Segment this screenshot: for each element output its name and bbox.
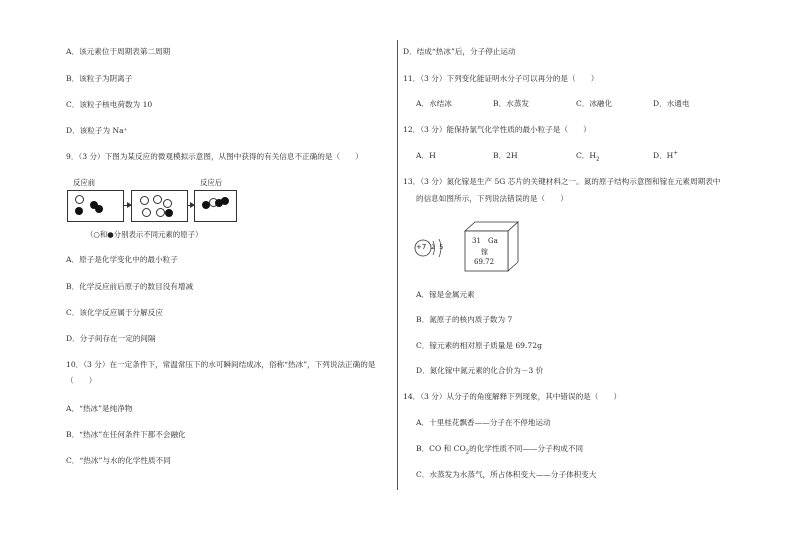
q12-option-d: D．H+: [653, 150, 678, 160]
q11-option-d: D．水通电: [653, 99, 690, 108]
black-atom: [165, 209, 173, 217]
q9-option-b: B．化学反应前后原子的数目没有增减: [66, 282, 194, 291]
middle-box: [131, 190, 188, 222]
q11-option-b: B．水蒸发: [493, 99, 529, 108]
q9-option-a: A．原子是化学变化中的最小粒子: [66, 255, 178, 264]
before-label: 反应前: [73, 178, 96, 187]
white-atom: [153, 195, 162, 204]
column-divider: [397, 40, 398, 490]
q12-option-c: C．$H_2$: [576, 151, 600, 163]
q10-paren: （ ）: [66, 376, 97, 385]
q8-option-a: A．该元素位于周期表第二周期: [66, 47, 171, 56]
q10-option-d: D．结成“热冰”后，分子停止运动: [403, 47, 516, 56]
before-box: [67, 190, 124, 222]
q8-option-c: C．该粒子核电荷数为 10: [66, 100, 153, 109]
white-atom: [163, 199, 172, 208]
subscript: 2: [465, 449, 470, 456]
atomic-number: 31: [472, 237, 481, 245]
q10-stem: 10．（3 分）在一定条件下，常温常压下的水可瞬间结成冰，俗称“热冰”，下列说法正确的是: [66, 360, 376, 369]
electron-shells: 2 5: [431, 243, 445, 251]
q11-option-c: C．冰融化: [576, 99, 613, 108]
q13-stem-line2: 的信息如图所示，下列说法错误的是（ ）: [416, 194, 568, 203]
q10-option-b: B．“热冰”在任何条件下都不会融化: [66, 430, 186, 439]
element-symbol: Ga: [488, 237, 498, 245]
white-atom: [140, 196, 149, 205]
q12-stem: 12．（3 分）能保持氯气化学性质的最小粒子是（ ）: [403, 125, 591, 134]
q13-stem-line1: 13．（3 分）氮化镓是生产 5G 芯片的关键材料之一。氮的原子结构示意图和镓在元素周期表中: [403, 177, 721, 186]
q10-option-a: A．“热冰”是纯净物: [66, 404, 133, 413]
q14-option-c: C．水蒸发为水蒸气，所占体积变大——分子体积变大: [416, 470, 597, 479]
black-atom: [221, 197, 229, 205]
q11-stem: 11．（3 分）下列变化能证明水分子可以再分的是（ ）: [403, 74, 599, 83]
q10-option-c: C．“热冰”与水的化学性质不同: [66, 456, 171, 465]
q9-stem: 9．（3 分）下图为某反应的微观模拟示意图，从图中获得的有关信息不正确的是（ ）: [66, 152, 363, 161]
q12-option-a: A．H: [416, 151, 436, 160]
q14-option-b: B．CO 和 $CO_2$的化学性质不同——分子构成不同: [416, 444, 584, 456]
q11-option-a: A．水结冰: [416, 99, 452, 108]
superscript: +: [673, 150, 678, 157]
q8-option-d: D．该粒子为 Na⁺: [66, 126, 128, 135]
reaction-arrow: [124, 205, 131, 206]
q12-option-b: B．2H: [493, 151, 518, 160]
subscript: 2: [596, 156, 600, 163]
q13-option-a: A．镓是金属元素: [416, 290, 475, 299]
q8-option-b: B．该粒子为阴离子: [66, 74, 133, 83]
diagram-caption: （○和●分别表示不同元素的原子）: [86, 230, 203, 239]
white-atom: [75, 195, 84, 204]
q13-option-c: C．镓元素的相对原子质量是 69.72g: [416, 341, 542, 350]
element-name: 镓: [481, 248, 488, 256]
q9-option-d: D．分子间存在一定的间隔: [66, 334, 156, 343]
black-atom: [95, 205, 103, 213]
atomic-mass: 69.72: [474, 258, 495, 266]
q13-option-d: D．氮化镓中氮元素的化合价为－3 价: [416, 366, 544, 375]
black-atom: [75, 207, 83, 215]
white-atom: [156, 208, 165, 217]
white-atom: [142, 208, 151, 217]
q9-option-c: C．该化学反应属于分解反应: [66, 308, 163, 317]
after-label: 反应后: [200, 178, 223, 187]
q14-option-a: A．十里桂花飘香——分子在不停地运动: [416, 418, 551, 427]
q13-option-b: B．氮原子的核内质子数为 7: [416, 315, 513, 324]
nucleus-charge: +7: [416, 243, 427, 251]
q14-stem: 14．（3 分）从分子的角度解释下列现象，其中错误的是（ ）: [403, 392, 622, 401]
after-box: [194, 190, 237, 222]
